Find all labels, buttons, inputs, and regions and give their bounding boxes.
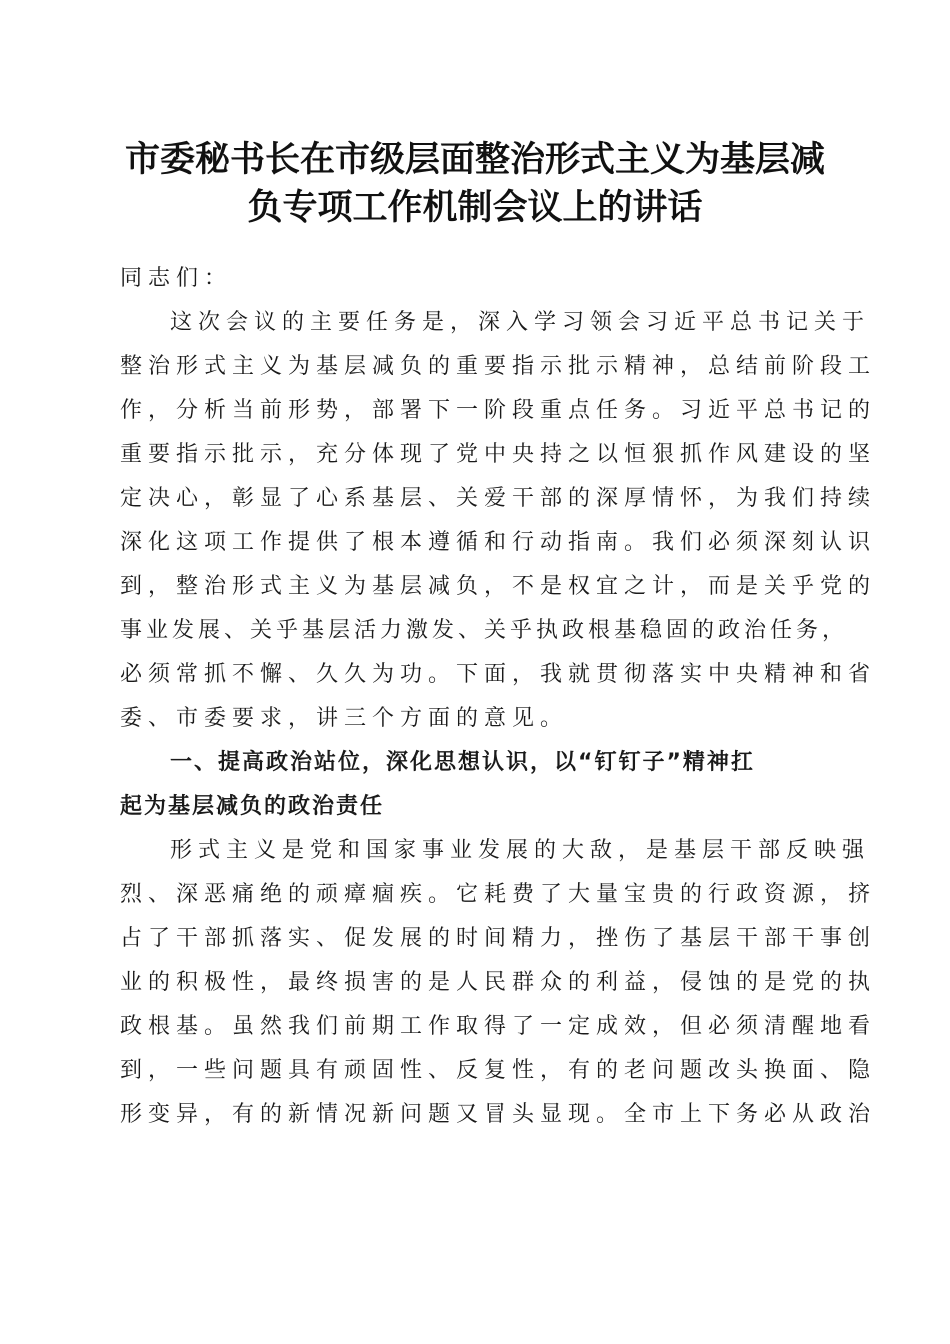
title-line-2: 负专项工作机制会议上的讲话 [247,187,703,228]
paragraph-1-line: 这次会议的主要任务是，深入学习领会习近平总书记关于 [170,310,871,335]
paragraph-2 [120,829,877,1137]
paragraph-1 [120,301,877,741]
paragraph-2-line: 烈、深恶痛绝的顽瘴痼疾。它耗费了大量宝贵的行政资源，挤 [120,882,877,907]
paragraph-2-line: 业的积极性，最终损害的是人民群众的利益，侵蚀的是党的执 [120,970,877,995]
paragraph-2-line: 占了干部抓落实、促发展的时间精力，挫伤了基层干部干事创 [120,926,877,951]
section-heading-1 [120,741,830,829]
paragraph-1-line: 事业发展、关乎基层活力激发、关乎执政根基稳固的政治任务， [120,618,849,643]
paragraph-2-line: 形式主义是党和国家事业发展的大敌，是基层干部反映强 [170,838,871,863]
paragraph-1-line: 必须常抓不懈、久久为功。下面，我就贯彻落实中央精神和省 [120,662,877,687]
paragraph-1-line: 委、市委要求，讲三个方面的意见。 [120,706,569,731]
paragraph-1-line: 作，分析当前形势，部署下一阶段重点任务。习近平总书记的 [120,398,877,423]
paragraph-1-line: 到，整治形式主义为基层减负，不是权宜之计，而是关乎党的 [120,574,877,599]
paragraph-2-line: 政根基。虽然我们前期工作取得了一定成效，但必须清醒地看 [120,1014,877,1039]
section-heading-1-line: 一、提高政治站位，深化思想认识，以“钉钉子”精神扛 [170,750,755,775]
paragraph-1-line: 重要指示批示，充分体现了党中央持之以恒狠抓作风建设的坚 [120,442,877,467]
paragraph-1-line: 整治形式主义为基层减负的重要指示批示精神，总结前阶段工 [120,354,877,379]
salutation: 同志们： [120,266,233,291]
document-body [120,257,877,1137]
document-title [100,136,850,232]
section-heading-1-line: 起为基层减负的政治责任 [120,794,385,819]
paragraph-2-line: 到，一些问题具有顽固性、反复性，有的老问题改头换面、隐 [120,1058,877,1083]
paragraph-1-line: 深化这项工作提供了根本遵循和行动指南。我们必须深刻认识 [120,530,877,555]
paragraph-1-line: 定决心，彰显了心系基层、关爱干部的深厚情怀，为我们持续 [120,486,877,511]
paragraph-2-line: 形变异，有的新情况新问题又冒头显现。全市上下务必从政治 [120,1102,877,1127]
title-line-1: 市委秘书长在市级层面整治形式主义为基层减 [124,139,825,180]
